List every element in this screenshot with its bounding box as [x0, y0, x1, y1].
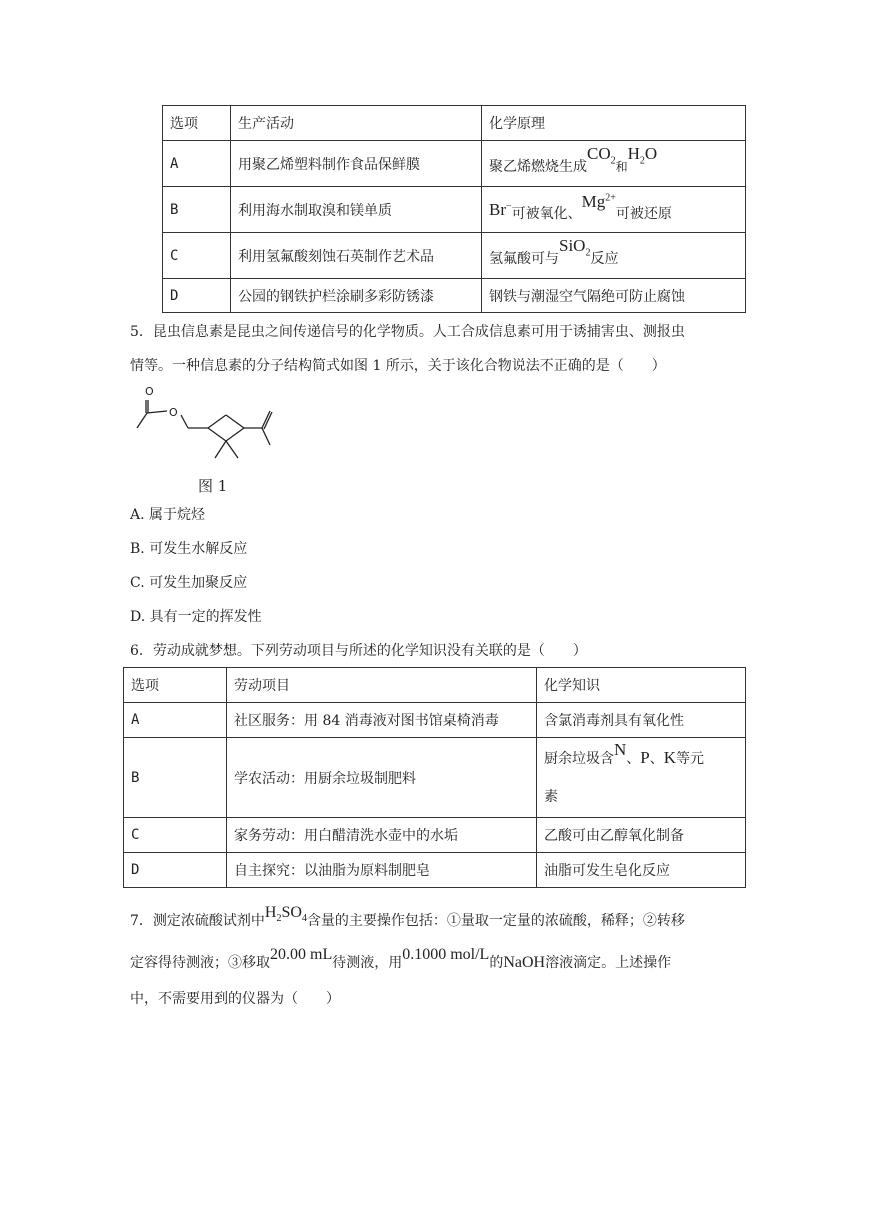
volume-value: 20.00 mL	[270, 946, 333, 963]
option-cell: C	[163, 233, 231, 279]
q6-stem: 6．劳动成就梦想。下列劳动项目与所述的化学知识没有关联的是（ ）	[130, 643, 587, 659]
q5-option-d: D. 具有一定的挥发性	[130, 609, 262, 625]
table-row	[124, 818, 746, 853]
principle-text: 氢氟酸可与	[489, 251, 559, 268]
formula-text: Mg	[581, 191, 606, 211]
labor-item-cell: 学农活动：用厨余垃圾制肥料	[227, 738, 537, 818]
principle-text: 可被还原	[615, 205, 672, 222]
table-principles	[162, 105, 746, 313]
labor-item-cell: 家务劳动：用白醋清洗水壶中的水垢	[227, 818, 537, 853]
q7-text: 溶液滴定。上述操作	[545, 955, 672, 971]
formula-text: SiO	[559, 236, 586, 256]
option-cell: A	[163, 141, 231, 187]
q7-text: 7．测定浓硫酸试剂中	[130, 913, 265, 929]
figure-label: 图 1	[198, 477, 228, 495]
table-header-cell: 化学知识	[537, 668, 746, 703]
labor-item-cell: 自主探究：以油脂为原料制肥皂	[227, 853, 537, 888]
table-row	[124, 738, 746, 818]
q7-stem-line3: 中，不需要用到的仪器为（ ）	[130, 991, 340, 1007]
option-cell: D	[163, 279, 231, 313]
principle-text: 反应	[590, 251, 619, 268]
knowledge-text: 素	[544, 789, 558, 805]
knowledge-cell: 乙酸可由乙醇氧化制备	[537, 818, 746, 853]
table-header-cell: 劳动项目	[227, 668, 537, 703]
formula-naoh: NaOH	[503, 954, 546, 971]
table-header-cell: 选项	[163, 106, 231, 141]
formula-sup: 2+	[605, 191, 616, 203]
knowledge-cell: 油脂可发生皂化反应	[537, 853, 746, 888]
formula-mg	[582, 192, 616, 211]
separator: 、	[649, 751, 664, 767]
activity-cell: 利用海水制取溴和镁单质	[231, 187, 482, 233]
formula-sub: 2	[610, 155, 616, 167]
formula-sub: 4	[301, 913, 307, 925]
option-cell: A	[124, 703, 227, 738]
activity-cell: 利用氢氟酸刻蚀石英制作艺术品	[231, 233, 482, 279]
formula-co2	[587, 144, 616, 167]
labor-item-cell: 社区服务：用 84 消毒液对图书馆桌椅消毒	[227, 703, 537, 738]
principle-text: 可被氧化、	[511, 205, 582, 222]
formula-sup: −	[506, 199, 512, 211]
table-row	[124, 703, 746, 738]
principle-cell	[482, 233, 746, 279]
table-header-row	[124, 668, 746, 703]
concentration-value: 0.1000 mol/L	[402, 946, 490, 963]
formula-sub: 2	[276, 913, 282, 925]
formula-sub: 2	[585, 247, 591, 259]
formula-sio2	[559, 236, 591, 259]
table-row	[163, 187, 746, 233]
formula-h2o	[627, 144, 658, 167]
option-cell: C	[124, 818, 227, 853]
table-row	[124, 853, 746, 888]
q5-option-c: C. 可发生加聚反应	[130, 575, 248, 591]
table-header-cell: 选项	[124, 668, 227, 703]
formula-sub: 2	[639, 155, 645, 167]
table-labor	[123, 667, 746, 888]
knowledge-text: 等元	[676, 751, 705, 767]
q7-stem-line1	[130, 904, 685, 932]
formula-text: SO	[281, 904, 302, 921]
table-row	[163, 279, 746, 313]
table-header-cell: 化学原理	[482, 106, 746, 141]
q7-text: 的	[489, 955, 504, 971]
option-cell: D	[124, 853, 227, 888]
table-row	[163, 141, 746, 187]
knowledge-cell: 含氯消毒剂具有氧化性	[537, 703, 746, 738]
q7-text: 待测液，用	[332, 955, 403, 971]
activity-cell: 公园的钢铁护栏涂刷多彩防锈漆	[231, 279, 482, 313]
formula-text: O	[644, 144, 658, 164]
formula-text: H	[627, 144, 640, 164]
formula-text: CO	[587, 144, 611, 164]
q5-option-b: B. 可发生水解反应	[130, 541, 248, 557]
q7-text: 含量的主要操作包括：①量取一定量的浓硫酸，稀释；②转移	[306, 913, 685, 929]
principle-cell	[482, 187, 746, 233]
q7-stem-line2	[130, 946, 672, 972]
element-p: P	[640, 748, 650, 767]
table-header-cell: 生产活动	[231, 106, 482, 141]
element-n: N	[614, 740, 627, 759]
principle-cell: 钢铁与潮湿空气隔绝可防止腐蚀	[482, 279, 746, 313]
formula-br	[489, 200, 512, 219]
knowledge-text: 厨余垃圾含	[544, 751, 614, 767]
option-cell: B	[124, 738, 227, 818]
separator: 、	[626, 751, 641, 767]
formula-text: Br	[489, 199, 506, 219]
table-row	[163, 233, 746, 279]
q5-stem-line1: 5．昆虫信息素是昆虫之间传递信号的化学物质。人工合成信息素可用于诱捕害虫、测报虫	[130, 324, 685, 340]
oxygen-atom-label: O	[169, 406, 178, 419]
table-header-row	[163, 106, 746, 141]
principle-text: 聚乙烯燃烧生成	[489, 159, 587, 176]
q5-option-a: A. 属于烷烃	[130, 507, 206, 523]
q7-text: 定容得待测液；③移取	[130, 955, 270, 971]
element-k: K	[663, 748, 677, 767]
q5-stem-line2: 情等。一种信息素的分子结构简式如图 1 所示，关于该化合物说法不正确的是（ ）	[130, 358, 666, 374]
formula-h2so4	[264, 904, 307, 925]
formula-text: H	[264, 904, 277, 921]
oxygen-atom-label: O	[145, 385, 154, 398]
principle-text: 和	[615, 160, 628, 175]
principle-cell	[482, 141, 746, 187]
option-cell: B	[163, 187, 231, 233]
activity-cell: 用聚乙烯塑料制作食品保鲜膜	[231, 141, 482, 187]
knowledge-cell	[537, 738, 746, 818]
molecule-structure-figure	[130, 383, 280, 498]
